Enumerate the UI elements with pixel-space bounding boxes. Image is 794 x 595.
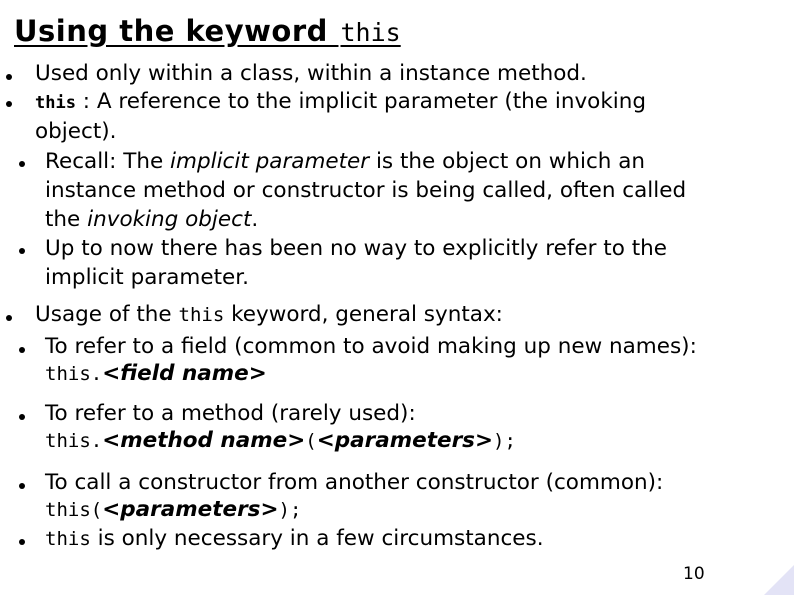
text-part: Usage of the: [35, 302, 179, 327]
syntax-field: [45, 360, 267, 388]
text-part: the: [45, 207, 88, 232]
code-part: this.: [45, 363, 103, 385]
bullet-text-2-rest: : A reference to the implicit parameter (the invoking: [75, 89, 647, 114]
syntax-method: [45, 427, 516, 455]
bullet-text-3-cont2: [45, 206, 258, 234]
bullet-icon: [6, 101, 12, 107]
code-part: this(: [45, 499, 103, 521]
syntax-constructor: [45, 496, 301, 524]
bullet-text-2-cont: object).: [35, 119, 117, 144]
placeholder-text: <field name>: [102, 361, 267, 386]
code-part: );: [278, 499, 302, 521]
bullet-text-6: To refer to a field (common to avoid making up new names):: [45, 334, 697, 359]
placeholder-text: <parameters>: [102, 497, 279, 522]
placeholder-text: <method name>: [102, 428, 306, 453]
bullet-text-3-cont: instance method or constructor is being called, often called: [45, 178, 687, 203]
text-italic: invoking object: [87, 207, 252, 232]
bullet-text-4: Up to now there has been no way to explicitly refer to the: [45, 236, 667, 261]
bullet-text-5: [35, 301, 503, 329]
corner-decoration: [764, 565, 794, 595]
bullet-text-1: Used only within a class, within a instance method.: [35, 61, 587, 86]
slide-title: [14, 14, 401, 48]
bullet-icon: [19, 539, 25, 545]
bullet-icon: [19, 161, 25, 167]
bullet-icon: [19, 248, 25, 254]
code-part: (: [305, 430, 317, 452]
code-this: this: [45, 528, 91, 550]
text-part: keyword, general syntax:: [224, 302, 503, 327]
page-number: 10: [683, 564, 705, 584]
bullet-text-4-cont: implicit parameter.: [45, 265, 249, 290]
bullet-icon: [6, 74, 12, 80]
code-this: this: [178, 304, 225, 326]
text-part: is only necessary in a few circumstances.: [90, 526, 544, 551]
bullet-text-3: [45, 148, 645, 176]
code-this: this: [35, 93, 76, 113]
bullet-text-9: [45, 525, 544, 553]
bullet-icon: [19, 347, 25, 353]
code-part: this.: [45, 430, 103, 452]
bullet-icon: [19, 414, 25, 420]
text-part: is the object on which an: [369, 149, 646, 174]
code-part: );: [493, 430, 516, 452]
bullet-text-2: [35, 88, 646, 117]
bullet-text-7: To refer to a method (rarely used):: [45, 401, 416, 426]
bullet-icon: [6, 315, 12, 321]
title-code: this: [340, 18, 401, 47]
text-part: Recall: The: [45, 149, 171, 174]
title-text: Using the keyword: [14, 14, 339, 48]
bullet-icon: [19, 483, 25, 489]
text-italic: implicit parameter: [170, 149, 370, 174]
placeholder-text: <parameters>: [316, 428, 493, 453]
text-part: .: [251, 207, 259, 232]
bullet-text-8: To call a constructor from another constructor (common):: [45, 470, 664, 495]
